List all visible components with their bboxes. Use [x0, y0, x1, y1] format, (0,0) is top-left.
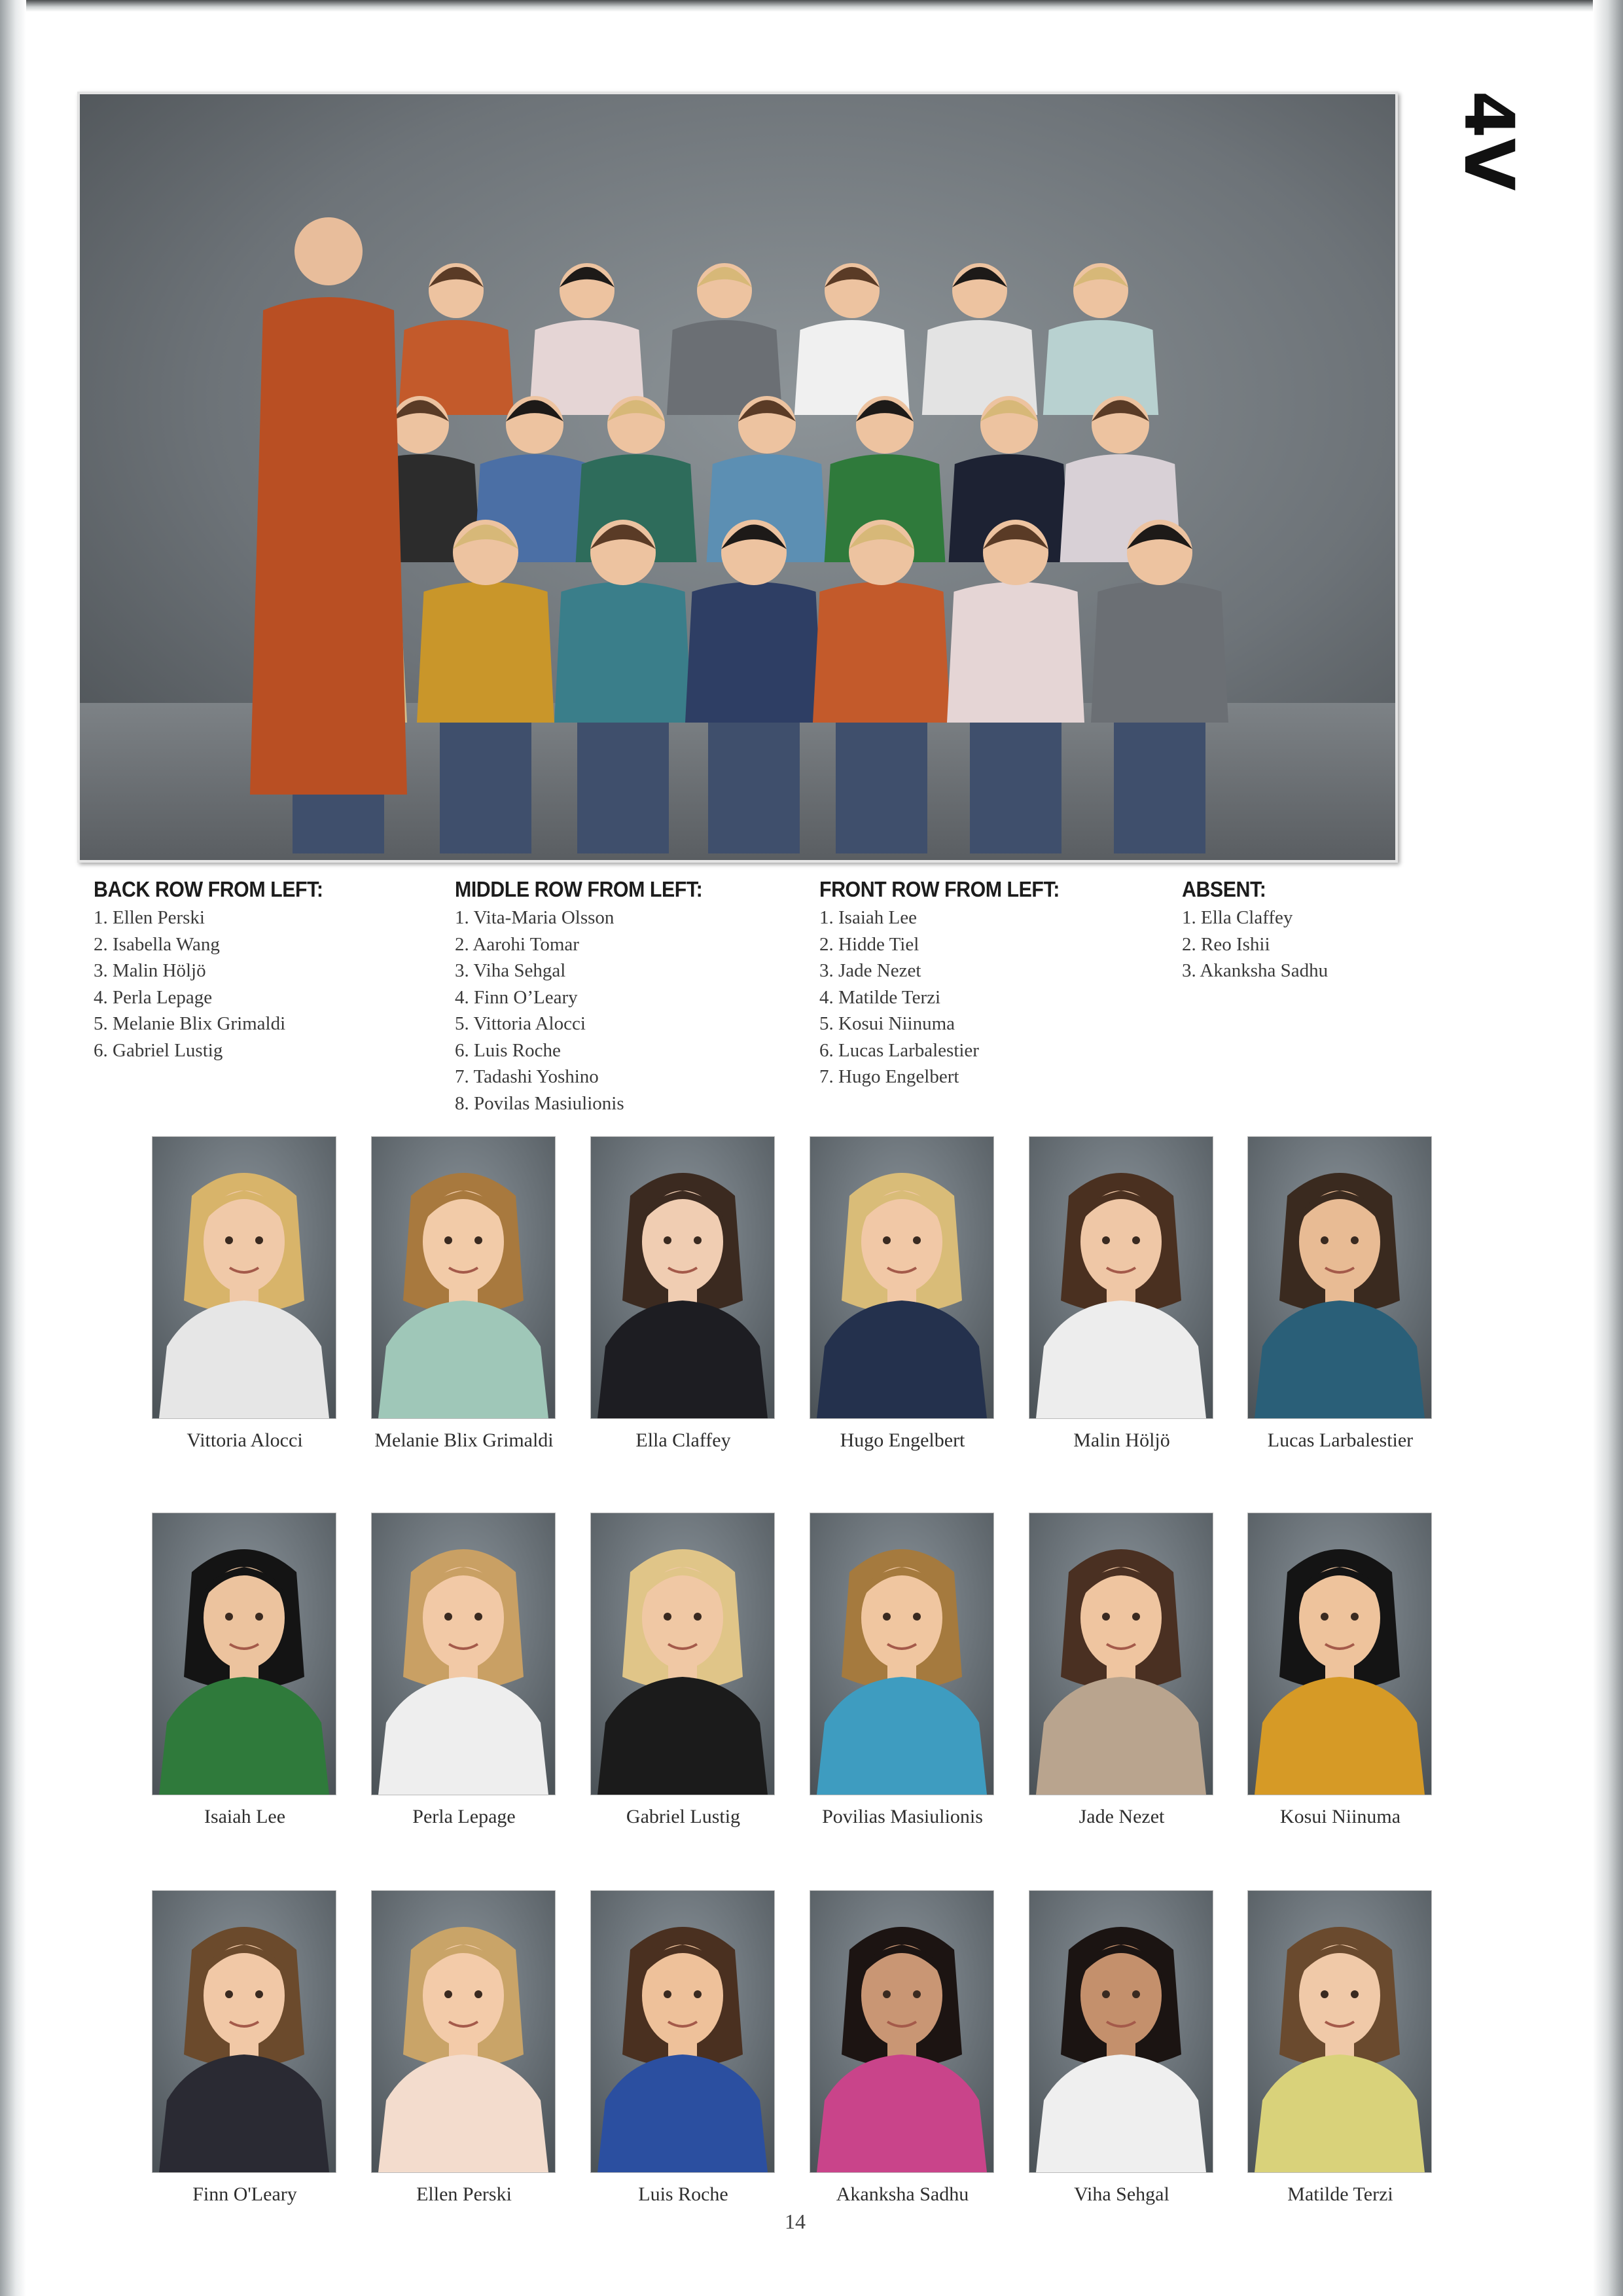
portrait-name: Vittoria Alocci — [187, 1429, 303, 1451]
caption-name: 1. Isaiah Lee — [819, 907, 917, 928]
portrait-name: Melanie Blix Grimaldi — [374, 1429, 554, 1451]
portrait-photo — [152, 1513, 336, 1795]
page-gutter-shadow — [0, 0, 26, 2296]
portrait-name: Viha Sehgal — [1074, 2183, 1169, 2205]
portrait-card — [590, 1890, 776, 2231]
caption-name: 4. Finn O’Leary — [455, 986, 578, 1008]
caption-name: 7. Hugo Engelbert — [819, 1066, 959, 1087]
portrait-name: Jade Nezet — [1079, 1806, 1165, 1827]
portrait-name: Akanksha Sadhu — [836, 2183, 969, 2205]
group-photo-image — [80, 94, 1395, 860]
student-figure — [813, 582, 950, 723]
portrait-card — [810, 1513, 995, 1853]
portrait-photo — [371, 1890, 556, 2173]
portrait-photo — [1247, 1513, 1432, 1795]
portrait-photo — [371, 1136, 556, 1419]
caption-heading: ABSENT: — [1182, 877, 1266, 901]
caption-name: 8. Povilas Masiulionis — [455, 1092, 624, 1114]
student-figure — [554, 582, 692, 723]
caption-name: 6. Lucas Larbalestier — [819, 1039, 979, 1061]
caption-heading: BACK ROW FROM LEFT: — [94, 877, 323, 901]
caption-name: 3. Viha Sehgal — [455, 960, 566, 981]
portrait-photo — [590, 1513, 775, 1795]
caption-name: 5. Kosui Niinuma — [819, 1013, 955, 1034]
student-figure — [1043, 320, 1158, 415]
student-legs — [708, 723, 800, 853]
student-legs — [970, 723, 1061, 853]
portrait-card — [590, 1136, 776, 1477]
portrait-grid — [152, 1136, 1461, 2223]
student-legs — [836, 723, 927, 853]
portrait-photo — [1247, 1136, 1432, 1419]
portrait-photo — [1247, 1890, 1432, 2173]
portrait-card — [810, 1136, 995, 1477]
portrait-name: Kosui Niinuma — [1279, 1806, 1401, 1827]
portrait-name: Ella Claffey — [635, 1429, 731, 1451]
portrait-name: Lucas Larbalestier — [1267, 1429, 1414, 1451]
portrait-name: Hugo Engelbert — [840, 1429, 965, 1451]
portrait-card — [152, 1890, 338, 2231]
student-legs — [577, 723, 669, 853]
portrait-photo — [590, 1890, 775, 2173]
portrait-photo — [152, 1136, 336, 1419]
portrait-card — [810, 1890, 995, 2231]
caption-list — [94, 905, 447, 1064]
caption-name: 3. Jade Nezet — [819, 960, 921, 981]
student-figure — [417, 582, 554, 723]
caption-name: 1. Vita-Maria Olsson — [455, 907, 615, 928]
caption-name: 4. Matilde Terzi — [819, 986, 941, 1008]
group-photo — [77, 92, 1398, 863]
caption-name: 3. Akanksha Sadhu — [1182, 960, 1329, 981]
portrait-card — [590, 1513, 776, 1853]
portrait-photo — [371, 1513, 556, 1795]
student-figure — [685, 582, 823, 723]
caption-back-row — [94, 877, 447, 1064]
caption-list — [1182, 905, 1535, 984]
portrait-name: Matilde Terzi — [1287, 2183, 1393, 2205]
caption-name: 7. Tadashi Yoshino — [455, 1066, 599, 1087]
portrait-photo — [1029, 1513, 1213, 1795]
caption-absent — [1182, 877, 1535, 984]
portrait-card — [371, 1890, 557, 2231]
portrait-card — [1247, 1890, 1433, 2231]
page-top-edge — [0, 0, 1623, 12]
caption-name: 3. Malin Höljö — [94, 960, 206, 981]
portrait-name: Luis Roche — [638, 2183, 728, 2205]
student-legs — [1114, 723, 1205, 853]
portrait-card — [1029, 1513, 1215, 1853]
student-figure — [947, 582, 1084, 723]
row-captions — [0, 877, 1623, 1126]
portrait-photo — [810, 1513, 994, 1795]
portrait-photo — [810, 1890, 994, 2173]
portrait-card — [371, 1136, 557, 1477]
caption-name: 6. Gabriel Lustig — [94, 1039, 223, 1061]
caption-name: 2. Aarohi Tomar — [455, 933, 579, 955]
caption-name: 2. Hidde Tiel — [819, 933, 919, 955]
portrait-photo — [1029, 1890, 1213, 2173]
caption-name: 1. Ellen Perski — [94, 907, 205, 928]
portrait-name: Povilias Masiulionis — [822, 1806, 983, 1827]
caption-heading: FRONT ROW FROM LEFT: — [819, 877, 1060, 901]
caption-list — [455, 905, 808, 1117]
portrait-name: Malin Höljö — [1073, 1429, 1170, 1451]
caption-front-row — [819, 877, 1173, 1090]
caption-middle-row — [455, 877, 808, 1117]
portrait-card — [1029, 1890, 1215, 2231]
portrait-card — [1247, 1513, 1433, 1853]
caption-name: 4. Perla Lepage — [94, 986, 213, 1008]
teacher-head — [294, 217, 363, 285]
student-legs — [440, 723, 531, 853]
portrait-name: Perla Lepage — [412, 1806, 516, 1827]
portrait-card — [1029, 1136, 1215, 1477]
portrait-name: Isaiah Lee — [204, 1806, 286, 1827]
portrait-card — [371, 1513, 557, 1853]
portrait-photo — [152, 1890, 336, 2173]
portrait-card — [1247, 1136, 1433, 1477]
caption-heading: MIDDLE ROW FROM LEFT: — [455, 877, 703, 901]
caption-name: 2. Reo Ishii — [1182, 933, 1270, 955]
page-number: 14 — [785, 2210, 806, 2233]
portrait-card — [152, 1513, 338, 1853]
caption-name: 2. Isabella Wang — [94, 933, 220, 955]
teacher-figure — [250, 297, 407, 795]
caption-name: 5. Melanie Blix Grimaldi — [94, 1013, 286, 1034]
student-figure — [1091, 582, 1228, 723]
portrait-photo — [810, 1136, 994, 1419]
portrait-photo — [590, 1136, 775, 1419]
portrait-name: Finn O'Leary — [192, 2183, 297, 2205]
portrait-photo — [1029, 1136, 1213, 1419]
portrait-name: Ellen Perski — [416, 2183, 512, 2205]
portrait-name: Gabriel Lustig — [626, 1806, 741, 1827]
class-label: 4V — [1449, 90, 1529, 191]
caption-name: 6. Luis Roche — [455, 1039, 561, 1061]
caption-list — [819, 905, 1173, 1090]
caption-name: 5. Vittoria Alocci — [455, 1013, 586, 1034]
page-right-edge — [1593, 0, 1623, 2296]
portrait-card — [152, 1136, 338, 1477]
caption-name: 1. Ella Claffey — [1182, 907, 1293, 928]
